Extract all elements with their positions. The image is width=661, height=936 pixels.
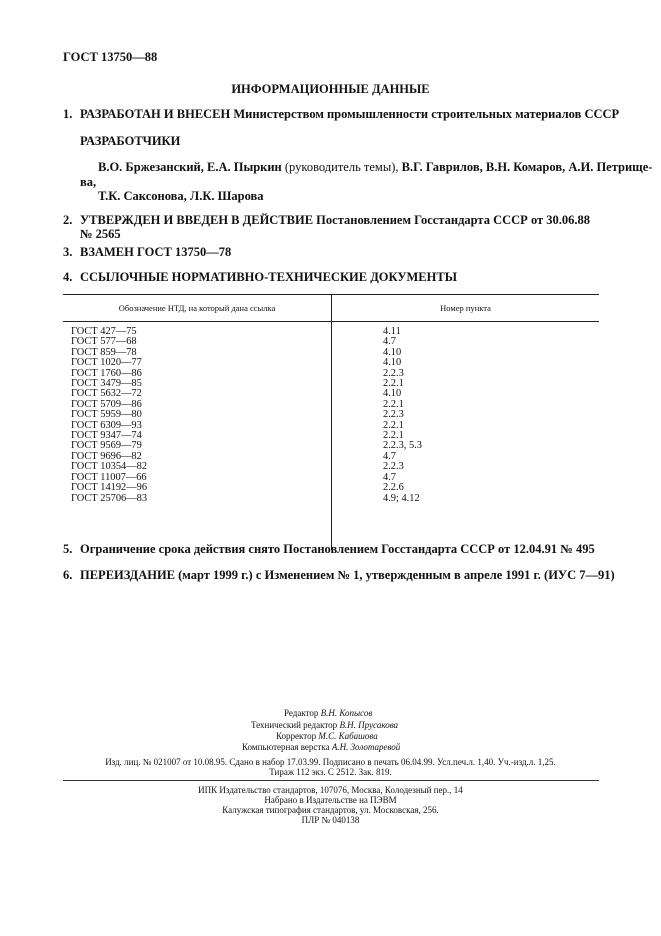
clause-cell: 2.2.3 bbox=[383, 461, 404, 473]
publisher-line-4: ПЛР № 040138 bbox=[301, 815, 360, 825]
document-cell: ГОСТ 9347—74 bbox=[63, 431, 332, 441]
section-text: ПЕРЕИЗДАНИЕ (март 1999 г.) с Изменением № 1, утвержденным в апреле 1991 г. (ИУС 7—91) bbox=[80, 568, 615, 582]
document-cell: ГОСТ 9569—79 bbox=[63, 441, 332, 451]
section-number: 5. bbox=[63, 542, 73, 556]
section-2 bbox=[63, 213, 590, 228]
clause-cell: 2.2.6 bbox=[383, 482, 404, 494]
imprint-label: Компьютерная верстка bbox=[242, 742, 330, 752]
document-cell: ГОСТ 25706—83 bbox=[63, 494, 332, 550]
publisher-line-1: ИПК Издательство стандартов, 107076, Москва, Колодезный пер., 14 bbox=[198, 785, 463, 795]
table-row bbox=[63, 369, 599, 379]
table-row bbox=[63, 348, 599, 358]
table-row bbox=[63, 379, 599, 389]
clause-cell: 4.10 bbox=[383, 388, 402, 400]
section-number: 3. bbox=[63, 245, 73, 259]
imprint-label: Технический редактор bbox=[251, 720, 338, 730]
document-cell: ГОСТ 9696—82 bbox=[63, 452, 332, 462]
document-cell: ГОСТ 1020—77 bbox=[63, 358, 332, 368]
table-row bbox=[63, 441, 599, 451]
clause-cell: 2.2.3, 5.3 bbox=[383, 440, 422, 452]
developers-line-3: Т.К. Саксонова, Л.К. Шарова bbox=[98, 189, 264, 203]
document-cell: ГОСТ 5709—86 bbox=[63, 400, 332, 410]
developers-names-a: В.О. Бржезанский, Е.А. Пыркин bbox=[98, 160, 282, 174]
developers-line-1 bbox=[98, 160, 652, 175]
document-cell: ГОСТ 10354—82 bbox=[63, 462, 332, 472]
table-row bbox=[63, 389, 599, 399]
table-row bbox=[63, 337, 599, 347]
section-text: Министерством промышленности строительных материалов СССР bbox=[233, 107, 620, 121]
table-row bbox=[63, 400, 599, 410]
section-3 bbox=[63, 245, 231, 260]
imprint-editor bbox=[284, 708, 372, 718]
section-5 bbox=[63, 542, 595, 557]
clause-cell: 2.2.1 bbox=[383, 378, 404, 390]
document-cell: ГОСТ 427—75 bbox=[63, 322, 332, 338]
section-2-cont: № 2565 bbox=[80, 227, 121, 241]
clause-cell: 4.10 bbox=[383, 346, 402, 358]
clause-cell: 4.9; 4.12 bbox=[383, 492, 420, 504]
imprint-line-1: Изд. лиц. № 021007 от 10.08.95. Сдано в набор 17.03.99. Подписано в печать 06.04.99. Усл.печ.л. 1,40. Уч.-изд.л. 1,25. bbox=[105, 757, 556, 767]
imprint-person: В.Н. Копысов bbox=[320, 708, 373, 718]
section-number: 2. bbox=[63, 213, 73, 227]
table-row bbox=[63, 358, 599, 368]
section-label: РАЗРАБОТАН И ВНЕСЕН bbox=[80, 107, 231, 121]
section-6 bbox=[63, 568, 615, 583]
clause-cell: 2.2.3 bbox=[383, 409, 404, 421]
column-header-clause: Номер пункта bbox=[332, 295, 600, 322]
clause-cell: 4.11 bbox=[383, 326, 401, 337]
imprint-corrector bbox=[276, 731, 378, 741]
developers-role: (руководитель темы), bbox=[284, 160, 399, 174]
page-title: ИНФОРМАЦИОННЫЕ ДАННЫЕ bbox=[231, 82, 430, 96]
document-cell: ГОСТ 3479—85 bbox=[63, 379, 332, 389]
table-row bbox=[63, 483, 599, 493]
clause-cell: 4.7 bbox=[383, 336, 396, 348]
clause-cell: 2.2.1 bbox=[383, 398, 404, 410]
clause-cell: 2.2.1 bbox=[383, 430, 404, 442]
imprint-tech-editor bbox=[251, 720, 398, 730]
imprint-layout bbox=[242, 742, 400, 752]
table-row bbox=[63, 410, 599, 420]
section-number: 4. bbox=[63, 270, 73, 284]
document-cell: ГОСТ 5959—80 bbox=[63, 410, 332, 420]
imprint-label: Редактор bbox=[284, 708, 319, 718]
section-number: 6. bbox=[63, 568, 73, 582]
document-cell: ГОСТ 5632—72 bbox=[63, 389, 332, 399]
imprint-label: Корректор bbox=[276, 731, 317, 741]
table-row bbox=[63, 322, 599, 338]
table-row bbox=[63, 421, 599, 431]
table-header-row bbox=[63, 295, 599, 322]
section-text: УТВЕРЖДЕН И ВВЕДЕН В ДЕЙСТВИЕ Постановлением Госстандарта СССР от 30.06.88 bbox=[80, 213, 591, 227]
document-cell: ГОСТ 6309—93 bbox=[63, 421, 332, 431]
developers-line-2: ва, bbox=[80, 175, 97, 189]
clause-cell: 4.10 bbox=[383, 357, 402, 369]
imprint-line-2: Тираж 112 экз. С 2512. Зак. 819. bbox=[269, 767, 392, 777]
table-row bbox=[63, 431, 599, 441]
clause-cell: 4.7 bbox=[383, 450, 396, 462]
developers-names-b: В.Г. Гаврилов, В.Н. Комаров, А.И. Петрище- bbox=[401, 160, 653, 174]
clause-cell: 2.2.1 bbox=[383, 419, 404, 431]
section-text: ВЗАМЕН ГОСТ 13750—78 bbox=[80, 245, 232, 259]
clause-cell: 2.2.3 bbox=[383, 367, 404, 379]
document-code: ГОСТ 13750—88 bbox=[63, 50, 158, 64]
publisher-line-3: Калужская типография стандартов, ул. Московская, 256. bbox=[222, 805, 439, 815]
imprint-divider bbox=[63, 780, 599, 781]
references-table bbox=[63, 294, 599, 550]
section-text: ССЫЛОЧНЫЕ НОРМАТИВНО-ТЕХНИЧЕСКИЕ ДОКУМЕНТЫ bbox=[80, 270, 457, 284]
document-cell: ГОСТ 859—78 bbox=[63, 348, 332, 358]
imprint-person: М.С. Кабашова bbox=[318, 731, 378, 741]
document-cell: ГОСТ 14192—96 bbox=[63, 483, 332, 493]
publisher-line-2: Набрано в Издательстве на ПЭВМ bbox=[264, 795, 397, 805]
developers-heading: РАЗРАБОТЧИКИ bbox=[80, 134, 181, 148]
document-cell: ГОСТ 577—68 bbox=[63, 337, 332, 347]
section-4 bbox=[63, 270, 457, 285]
section-1 bbox=[63, 107, 619, 122]
document-cell: ГОСТ 11007—66 bbox=[63, 473, 332, 483]
section-number: 1. bbox=[63, 107, 73, 121]
section-text: Ограничение срока действия снято Постановлением Госстандарта СССР от 12.04.91 № 495 bbox=[80, 542, 595, 556]
document-cell: ГОСТ 1760—86 bbox=[63, 369, 332, 379]
clause-cell: 4.7 bbox=[383, 471, 396, 483]
imprint-person: А.Н. Золотаревой bbox=[331, 742, 401, 752]
imprint-person: В.Н. Прусакова bbox=[339, 720, 399, 730]
column-header-document: Обозначение НТД, на который дана ссылка bbox=[63, 295, 332, 322]
